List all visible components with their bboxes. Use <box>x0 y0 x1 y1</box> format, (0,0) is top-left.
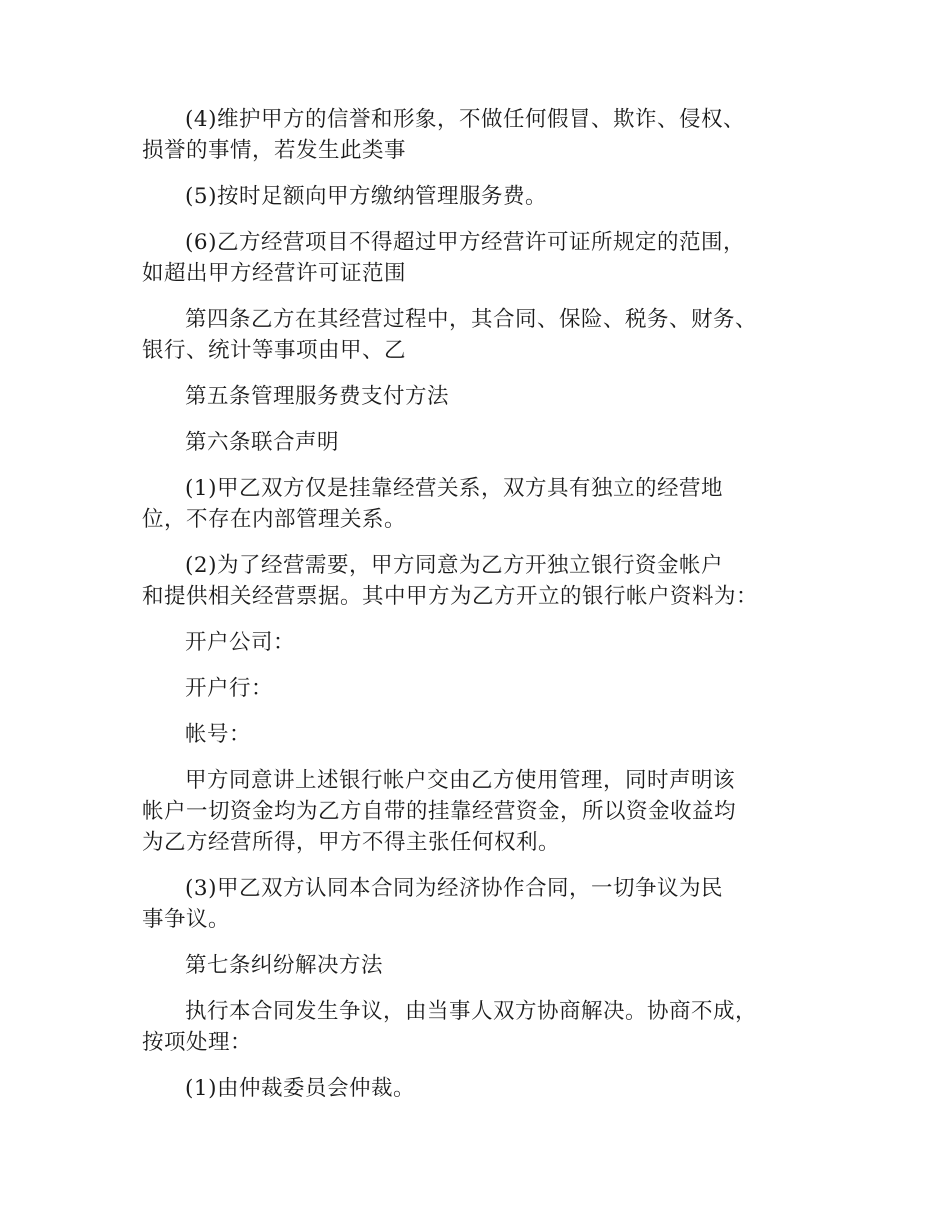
paragraph-line: 第七条纠纷解决方法 <box>185 953 384 978</box>
paragraph-line: (5)按时足额向甲方缴纳管理服务费。 <box>185 184 547 209</box>
paragraph-line: 帐户一切资金均为乙方自带的挂靠经营资金，所以资金收益均 <box>142 799 737 824</box>
article-7-heading <box>142 950 832 981</box>
paragraph-line: 和提供相关经营票据。其中甲方为乙方开立的银行帐户资料为： <box>142 584 759 609</box>
paragraph-line: 帐号： <box>185 722 252 747</box>
statement-2-paragraph <box>142 550 832 612</box>
dispute-paragraph <box>142 996 832 1058</box>
paragraph-line: (1)甲乙双方仅是挂靠经营关系，双方具有独立的经营地 <box>185 476 723 501</box>
statement-3-paragraph <box>142 873 832 935</box>
paragraph-line: 甲方同意讲上述银行帐户交由乙方使用管理，同时声明该 <box>185 768 736 793</box>
article-6-heading <box>142 427 832 458</box>
paragraph-line: 第五条管理服务费支付方法 <box>185 384 450 409</box>
paragraph-line: 按项处理： <box>142 1030 253 1055</box>
paragraph-line: (6)乙方经营项目不得超过甲方经营许可证所规定的范围， <box>185 230 745 255</box>
statement-1-paragraph <box>142 473 832 535</box>
account-number-field <box>142 719 832 750</box>
paragraph-line: 银行、统计等事项由甲、乙 <box>142 338 407 363</box>
paragraph-line: 第四条乙方在其经营过程中，其合同、保险、税务、财务、 <box>185 307 758 332</box>
paragraph-line: (4)维护甲方的信誉和形象，不做任何假冒、欺诈、侵权、 <box>185 107 745 132</box>
paragraph-line: 位，不存在内部管理关系。 <box>142 507 407 532</box>
paragraph-line: 执行本合同发生争议，由当事人双方协商解决。协商不成， <box>185 999 758 1024</box>
arbitration-paragraph <box>142 1073 832 1104</box>
paragraph-line: 损誉的事情，若发生此类事 <box>142 138 407 163</box>
paragraph-line: (2)为了经营需要，甲方同意为乙方开独立银行资金帐户 <box>185 553 723 578</box>
account-usage-paragraph <box>142 765 832 858</box>
account-company-field <box>142 627 832 658</box>
clause-5-paragraph <box>142 181 832 212</box>
document-page <box>142 104 832 1119</box>
paragraph-line: 为乙方经营所得，甲方不得主张任何权利。 <box>142 830 561 855</box>
article-4-paragraph <box>142 304 832 366</box>
clause-4-paragraph <box>142 104 832 166</box>
paragraph-line: 开户公司： <box>185 630 296 655</box>
clause-6-paragraph <box>142 227 832 289</box>
account-bank-field <box>142 673 832 704</box>
paragraph-line: 事争议。 <box>142 907 231 932</box>
paragraph-line: 开户行： <box>185 676 274 701</box>
paragraph-line: (1)由仲裁委员会仲裁。 <box>185 1076 415 1101</box>
paragraph-line: (3)甲乙双方认同本合同为经济协作合同，一切争议为民 <box>185 876 723 901</box>
article-5-heading <box>142 381 832 412</box>
paragraph-line: 第六条联合声明 <box>185 430 340 455</box>
paragraph-line: 如超出甲方经营许可证范围 <box>142 261 407 286</box>
